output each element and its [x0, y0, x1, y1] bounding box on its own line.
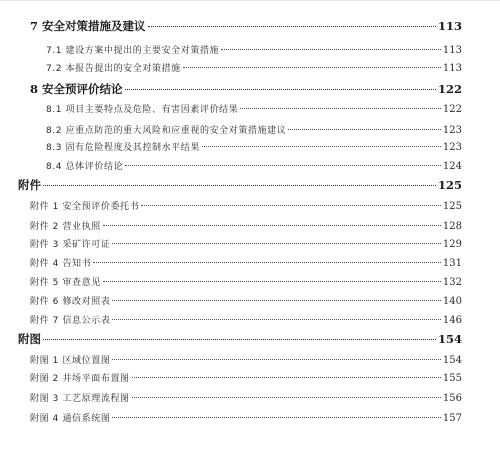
dot-leader	[103, 225, 441, 226]
toc-appendix-6[interactable]	[30, 294, 462, 307]
toc-entry-title: 附件 1 安全预评价委托书	[30, 202, 140, 212]
dot-leader	[148, 26, 436, 27]
dot-leader	[112, 417, 440, 418]
toc-page-number: 122	[437, 82, 462, 96]
toc-section-7-2[interactable]	[46, 61, 462, 74]
dot-leader	[132, 377, 441, 378]
toc-appendix-4[interactable]	[30, 256, 462, 269]
toc-chapter-7[interactable]	[30, 18, 462, 34]
dot-leader	[240, 108, 441, 109]
dot-leader	[43, 339, 436, 340]
toc-figure-2[interactable]	[30, 371, 462, 384]
toc-entry-title: 附图	[18, 332, 41, 346]
dot-leader	[112, 300, 440, 301]
toc-entry-title: 附件 3 采矿许可证	[30, 240, 111, 250]
toc-entry-title: 8.2 应重点防范的重大风险和应重视的安全对策措施建议	[46, 126, 287, 136]
toc-entry-title: 附图 1 区域位置图	[30, 356, 111, 366]
toc-entry-title: 8.4 总体评价结论	[46, 162, 124, 172]
toc-chapter-figures[interactable]	[18, 331, 462, 347]
toc-section-8-1[interactable]	[46, 102, 462, 115]
toc-entry-title: 7 安全对策措施及建议	[30, 19, 146, 33]
toc-figure-4[interactable]	[30, 411, 462, 424]
toc-page-number: 113	[437, 19, 462, 33]
dot-leader	[43, 185, 436, 186]
toc-appendix-7[interactable]	[30, 313, 462, 326]
dot-leader	[132, 397, 441, 398]
toc-figure-1[interactable]	[30, 353, 462, 366]
dot-leader	[112, 359, 440, 360]
toc-entry-title: 附件 2 营业执照	[30, 222, 101, 232]
page-top-edge	[0, 0, 500, 1]
toc-page-number: 122	[442, 104, 462, 115]
toc-page-number: 123	[442, 142, 462, 153]
toc-entry-title: 附件 4 告知书	[30, 259, 92, 269]
toc-entry-title: 附件	[18, 178, 41, 192]
toc-entry-title: 附件 5 审查意见	[30, 278, 101, 288]
toc-page-number: 125	[442, 201, 462, 212]
toc-entry-title: 7.2 本报告提出的安全对策措施	[46, 64, 181, 74]
toc-page-number: 155	[442, 373, 462, 384]
toc-page-number: 146	[442, 315, 462, 326]
toc-page-number: 140	[442, 296, 462, 307]
toc-appendix-1[interactable]	[30, 199, 462, 212]
dot-leader	[288, 129, 441, 130]
toc-entry-title: 附图 2 井场平面布置图	[30, 374, 130, 384]
dot-leader	[183, 67, 441, 68]
toc-page-number: 131	[442, 258, 462, 269]
toc-figure-3[interactable]	[30, 391, 462, 404]
toc-section-8-2[interactable]	[46, 123, 462, 136]
toc-entry-title: 附件 6 修改对照表	[30, 297, 111, 307]
toc-page-number: 128	[442, 221, 462, 232]
toc-page-number: 113	[442, 45, 462, 56]
toc-page-number: 154	[437, 332, 462, 346]
toc-section-8-4[interactable]	[46, 159, 462, 172]
toc-entry-title: 8 安全预评价结论	[30, 82, 123, 96]
dot-leader	[202, 146, 441, 147]
toc-entry-title: 附图 4 通信系统图	[30, 414, 111, 424]
toc-page-number: 123	[442, 125, 462, 136]
toc-section-7-1[interactable]	[46, 43, 462, 56]
toc-entry-title: 8.3 固有危险程度及其控制水平结果	[46, 143, 200, 153]
toc-section-8-3[interactable]	[46, 140, 462, 153]
dot-leader	[125, 165, 441, 166]
dot-leader	[112, 243, 440, 244]
toc-entry-title: 7.1 建设方案中提出的主要安全对策措施	[46, 46, 220, 56]
toc-page-number: 125	[437, 178, 462, 192]
toc-entry-title: 附件 7 信息公示表	[30, 316, 111, 326]
toc-page-number: 154	[442, 355, 462, 366]
toc-chapter-appendix[interactable]	[18, 177, 462, 193]
toc-page-number: 132	[442, 277, 462, 288]
toc-page-number: 156	[442, 393, 462, 404]
toc-chapter-8[interactable]	[30, 81, 462, 97]
toc-appendix-5[interactable]	[30, 275, 462, 288]
dot-leader	[141, 205, 441, 206]
toc-page-number: 124	[442, 161, 462, 172]
toc-page-number: 157	[442, 413, 462, 424]
toc-appendix-2[interactable]	[30, 219, 462, 232]
toc-appendix-3[interactable]	[30, 237, 462, 250]
toc-entry-title: 8.1 项目主要特点及危险、有害因素评价结果	[46, 105, 239, 115]
toc-entry-title: 附图 3 工艺原理流程图	[30, 394, 130, 404]
dot-leader	[125, 89, 436, 90]
dot-leader	[103, 281, 441, 282]
toc-page-number: 129	[442, 239, 462, 250]
dot-leader	[93, 262, 441, 263]
dot-leader	[112, 319, 440, 320]
toc-page-number: 113	[442, 63, 462, 74]
dot-leader	[221, 49, 441, 50]
